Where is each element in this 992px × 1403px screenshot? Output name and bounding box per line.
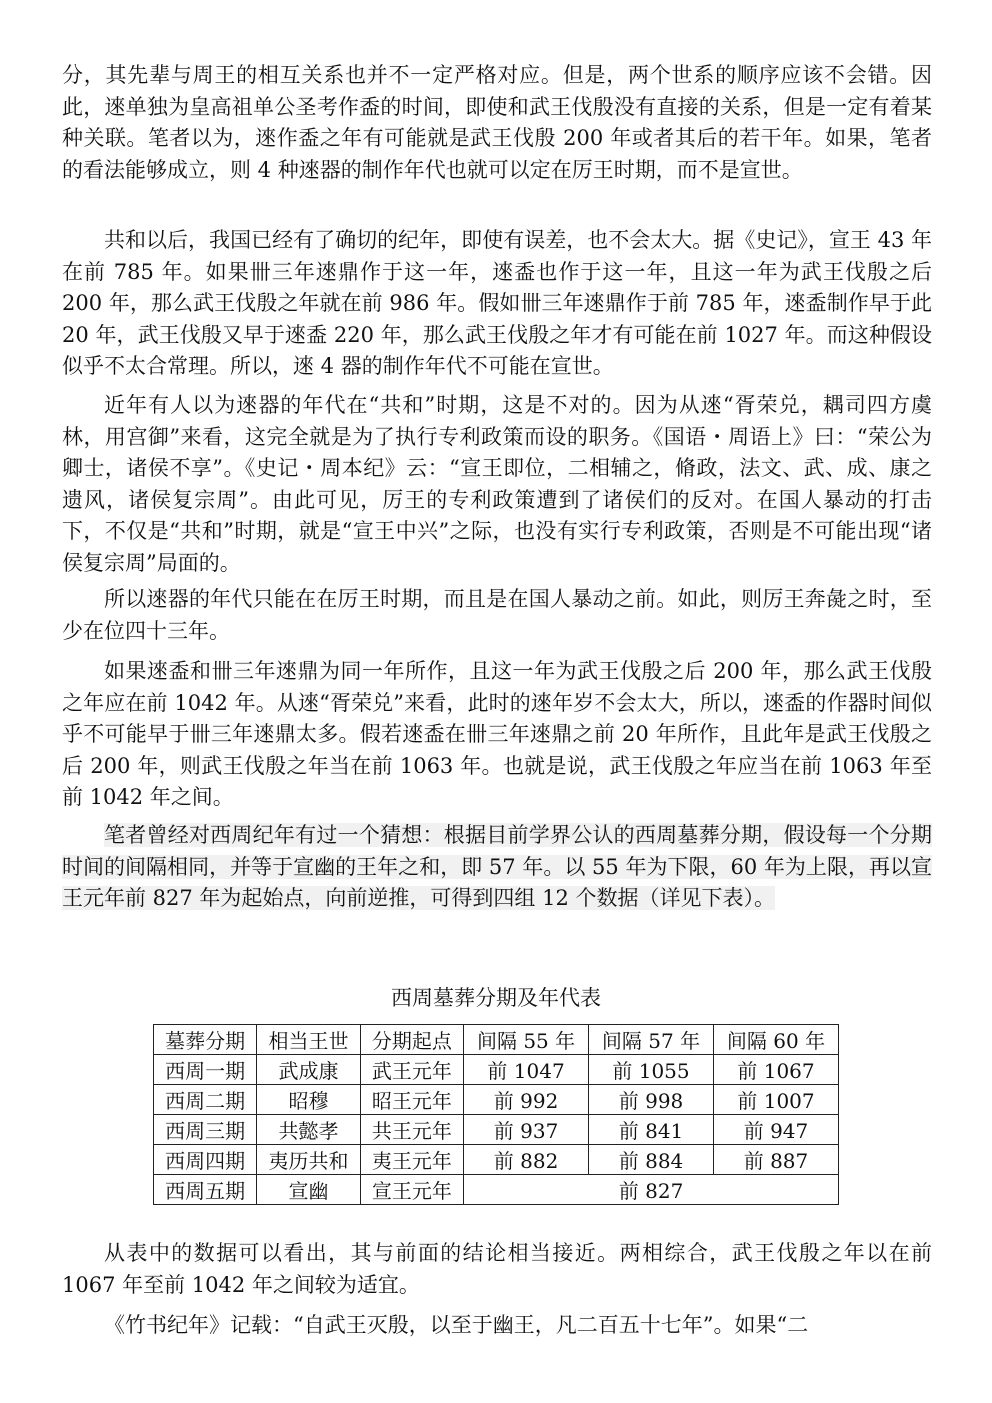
table-cell: 夷王元年 [360, 1145, 463, 1175]
table-cell: 西周四期 [154, 1145, 257, 1175]
table-cell: 西周三期 [154, 1115, 257, 1145]
table-cell: 前 1047 [464, 1055, 589, 1085]
paragraph-3: 近年有人以为逨器的年代在“共和”时期，这是不对的。因为从逨“胥荣兑，耦司四方虞林，用宫御”来看，这完全就是为了执行专利政策而设的职务。《国语・周语上》曰：“荣公为卿士，诸侯不享”。《史记・周本纪》云：“宣王即位，二相辅之，脩政，法文、武、成、康之遗风，诸侯复宗周”。由此可见，厉王的专利政策遭到了诸侯们的反对。在国人暴动的打击下，不仅是“共和”时期，就是“宣王中兴”之际，也没有实行专利政策，否则是不可能出现“诸侯复宗周”局面的。 [62, 393, 932, 575]
table-cell: 宣王元年 [360, 1175, 463, 1205]
paragraph-1: 分，其先辈与周王的相互关系也并不一定严格对应。但是，两个世系的顺序应该不会错。因此，逨单独为皇高祖单公圣考作盉的时间，即使和武王伐殷没有直接的关系，但是一定有着某种关联。笔者以为，逨作盉之年有可能就是武王伐殷 200 年或者其后的若干年。如果，笔者的看法能够成立，则 4 种逨器的制作年代也就可以定在厉王时期，而不是宣世。 [62, 63, 932, 182]
table-row [154, 1175, 839, 1205]
paragraph-7: 从表中的数据可以看出，其与前面的结论相当接近。两相综合，武王伐殷之年以在前 1067 年至前 1042 年之间较为适宜。 [62, 1241, 932, 1297]
table-cell: 前 887 [713, 1145, 838, 1175]
table-row [154, 1055, 839, 1085]
paragraph-6 [62, 820, 932, 915]
paragraph-5: 如果逨盉和卌三年逨鼎为同一年所作，且这一年为武王伐殷之后 200 年，那么武王伐殷之年应在前 1042 年。从逨“胥荣兑”来看，此时的逨年岁不会太大，所以，逨盉的作器时间似乎不可能早于卌三年逨鼎太多。假若逨盉在卌三年逨鼎之前 20 年所作，且此年是武王伐殷之后 200 年，则武王伐殷之年当在前 1063 年。也就是说，武王伐殷之年应当在前 1063 年至前 1042 年之间。 [62, 659, 932, 809]
table-row [154, 1145, 839, 1175]
header-cell: 相当王世 [257, 1025, 360, 1055]
table-cell: 前 1007 [713, 1085, 838, 1115]
table-cell: 武成康 [257, 1055, 360, 1085]
table-cell: 前 947 [713, 1115, 838, 1145]
table-cell: 前 1067 [713, 1055, 838, 1085]
table-cell: 西周二期 [154, 1085, 257, 1115]
table-cell: 西周五期 [154, 1175, 257, 1205]
table-cell: 共王元年 [360, 1115, 463, 1145]
table-cell: 前 992 [464, 1085, 589, 1115]
table-cell: 共懿孝 [257, 1115, 360, 1145]
header-cell: 分期起点 [360, 1025, 463, 1055]
table-cell: 前 937 [464, 1115, 589, 1145]
paragraph-2: 共和以后，我国已经有了确切的纪年，即使有误差，也不会太大。据《史记》，宣王 43 年在前 785 年。如果卌三年逨鼎作于这一年，逨盉也作于这一年，且这一年为武王伐殷之后 200 年，那么武王伐殷之年就在前 986 年。假如卌三年逨鼎作于前 785 年，逨盉制作早于此 20 年，武王伐殷又早于逨盉 220 年，那么武王伐殷之年才有可能在前 1027 年。而这种假设似乎不太合常理。所以，逨 4 器的制作年代不可能在宣世。 [62, 228, 932, 378]
table-cell: 前 841 [589, 1115, 714, 1145]
table-cell: 前 882 [464, 1145, 589, 1175]
table-cell-merged: 前 827 [464, 1175, 839, 1205]
table-cell: 昭王元年 [360, 1085, 463, 1115]
burial-period-table [153, 1024, 839, 1205]
table-row [154, 1115, 839, 1145]
highlighted-text: 笔者曾经对西周纪年有过一个猜想：根据目前学界公认的西周墓葬分期，假设每一个分期时间的间隔相同，并等于宣幽的王年之和，即 57 年。以 55 年为下限，60 年为上限，再以宣王元年前 827 年为起始点，向前逆推，可得到四组 12 个数据（详见下表）。 [62, 823, 932, 910]
table-cell: 武王元年 [360, 1055, 463, 1085]
table-cell: 前 998 [589, 1085, 714, 1115]
table-cell: 前 884 [589, 1145, 714, 1175]
header-cell: 墓葬分期 [154, 1025, 257, 1055]
table-row [154, 1085, 839, 1115]
table-cell: 夷历共和 [257, 1145, 360, 1175]
table-title: 西周墓葬分期及年代表 [391, 986, 601, 1010]
header-cell: 间隔 60 年 [713, 1025, 838, 1055]
header-cell: 间隔 55 年 [464, 1025, 589, 1055]
table-cell: 宣幽 [257, 1175, 360, 1205]
table-header-row [154, 1025, 839, 1055]
table-cell: 昭穆 [257, 1085, 360, 1115]
table-cell: 西周一期 [154, 1055, 257, 1085]
paragraph-8: 《竹书纪年》记载：“自武王灭殷，以至于幽王，凡二百五十七年”。如果“二 [104, 1313, 809, 1337]
paragraph-4: 所以逨器的年代只能在在厉王时期，而且是在国人暴动之前。如此，则厉王奔彘之时，至少在位四十三年。 [62, 587, 932, 643]
table-cell: 前 1055 [589, 1055, 714, 1085]
header-cell: 间隔 57 年 [589, 1025, 714, 1055]
